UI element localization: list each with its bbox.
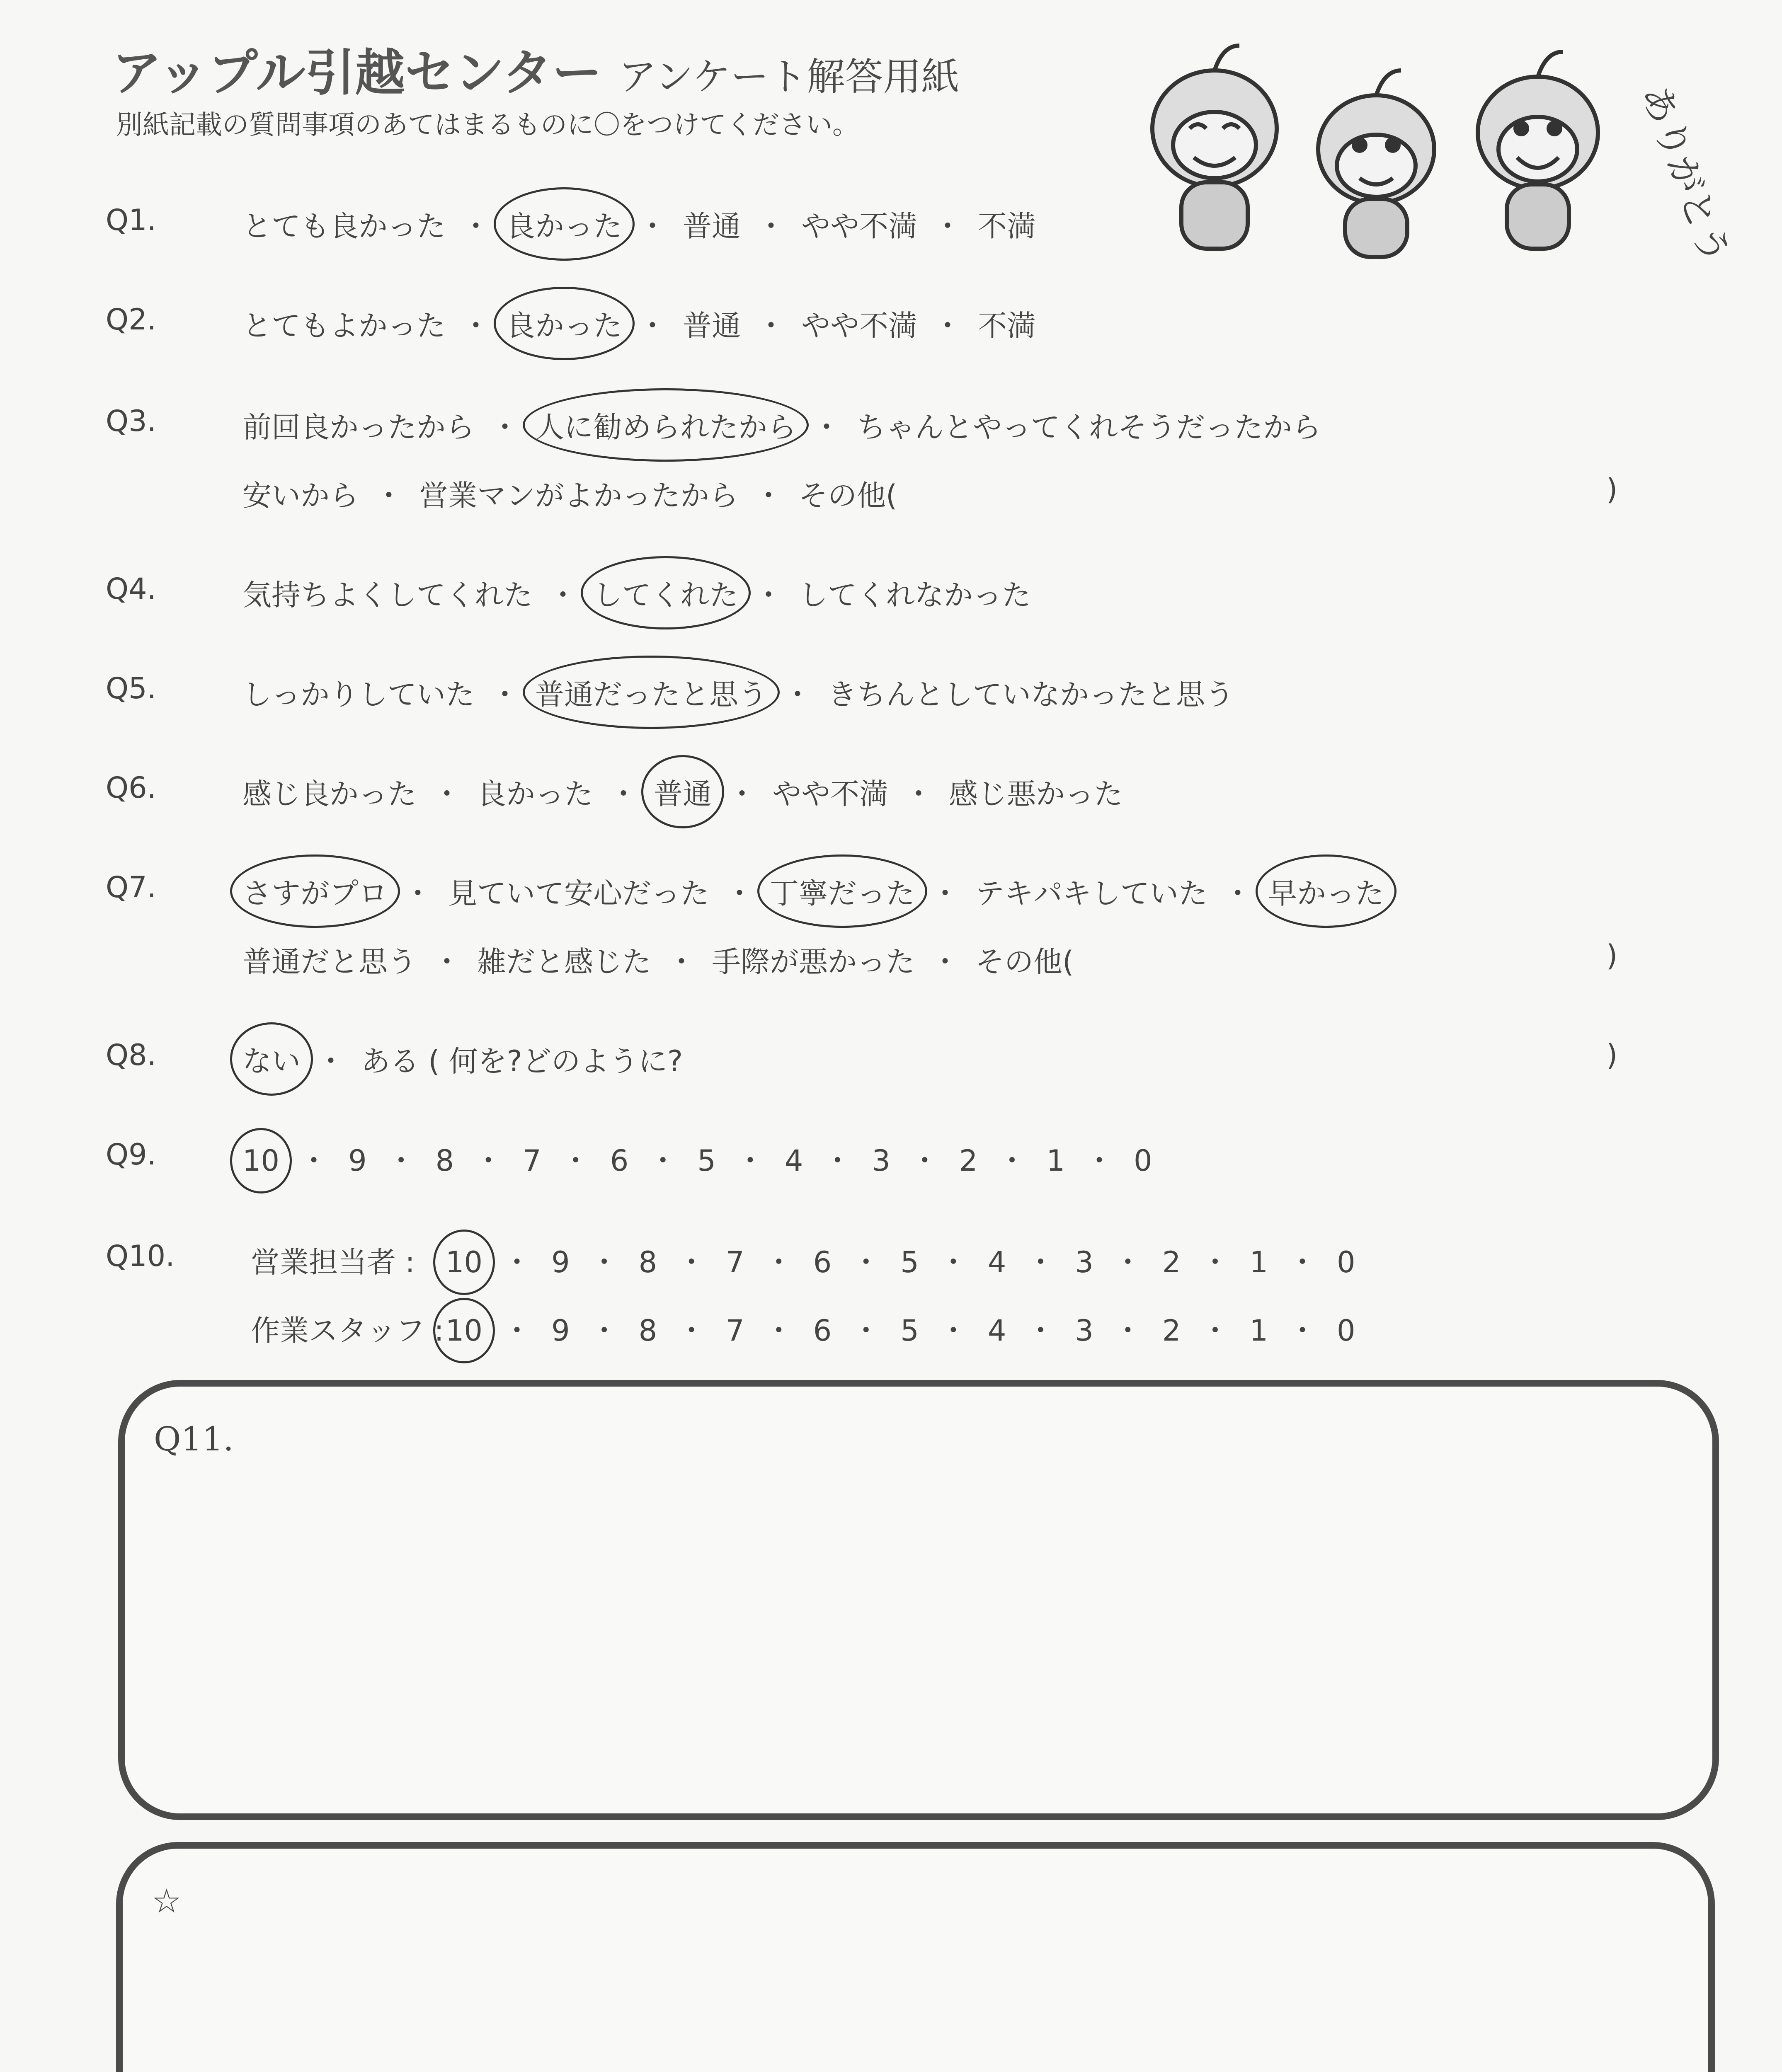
closing-paren: ) xyxy=(1606,939,1618,973)
separator: ・ xyxy=(938,1314,968,1348)
option[interactable]: ある ( 何を?どのように? xyxy=(361,1044,683,1078)
separator: ・ xyxy=(1113,1314,1142,1348)
separator: ・ xyxy=(1026,1314,1055,1348)
option[interactable]: やや不満 xyxy=(801,209,917,243)
rating-option[interactable]: 1 xyxy=(1046,1144,1065,1178)
rating-option[interactable]: 2 xyxy=(1162,1314,1181,1348)
option[interactable]: 感じ悪かった xyxy=(949,777,1123,811)
question-number: Q3. xyxy=(106,404,156,438)
separator: ・ xyxy=(589,1245,619,1279)
rating-option[interactable]: 4 xyxy=(784,1144,803,1178)
work-staff-label: 作業スタッフ : xyxy=(251,1314,444,1348)
rating-option[interactable]: 6 xyxy=(813,1314,832,1348)
rating-option[interactable]: 4 xyxy=(987,1245,1006,1279)
rating-option[interactable]: 8 xyxy=(638,1314,657,1348)
answer-options xyxy=(242,203,1036,245)
option-circled[interactable]: 普通だったと思う xyxy=(535,671,767,713)
option-circled[interactable]: 人に勧められたから xyxy=(535,404,796,446)
separator: ・ xyxy=(1200,1245,1230,1279)
separator: ・ xyxy=(1223,876,1252,910)
monkey-mascot-left xyxy=(1152,46,1277,249)
company-name: アップル引越センター xyxy=(112,44,602,102)
rating-option[interactable]: 7 xyxy=(726,1245,744,1279)
option[interactable]: 見ていて安心だった xyxy=(448,876,709,910)
rating-option[interactable]: 0 xyxy=(1134,1144,1152,1178)
separator: ・ xyxy=(1113,1245,1142,1279)
question-number: Q10. xyxy=(106,1239,175,1273)
rating-scale xyxy=(242,1138,1152,1179)
separator: ・ xyxy=(931,876,960,910)
rating-scale-sales xyxy=(251,1239,1355,1281)
separator: ・ xyxy=(725,876,754,910)
rating-option[interactable]: 3 xyxy=(872,1144,890,1178)
separator: ・ xyxy=(754,578,783,612)
separator: ・ xyxy=(386,1144,416,1178)
rating-option[interactable]: 8 xyxy=(638,1245,657,1279)
answer-options-row2 xyxy=(242,472,897,514)
separator: ・ xyxy=(299,1144,329,1178)
separator: ・ xyxy=(638,209,667,243)
monkey-mascot-middle xyxy=(1318,70,1434,257)
separator: ・ xyxy=(1085,1144,1114,1178)
rating-option[interactable]: 4 xyxy=(987,1314,1006,1348)
separator: ・ xyxy=(502,1245,532,1279)
separator: ・ xyxy=(756,209,786,243)
answer-options-row2 xyxy=(242,939,1074,980)
option[interactable]: ちゃんとやってくれそうだったから xyxy=(857,410,1321,444)
option[interactable]: 不満 xyxy=(978,209,1036,243)
separator: ・ xyxy=(764,1245,793,1279)
option[interactable]: 普通 xyxy=(683,209,741,243)
separator: ・ xyxy=(851,1245,881,1279)
rating-option[interactable]: 7 xyxy=(726,1314,744,1348)
rating-option-circled[interactable]: 10 xyxy=(446,1245,483,1279)
monkey-mascot-right xyxy=(1478,52,1598,249)
separator: ・ xyxy=(727,777,756,811)
separator: ・ xyxy=(638,309,667,343)
separator: ・ xyxy=(561,1144,590,1178)
answer-options xyxy=(242,771,1123,813)
option[interactable]: 営業マンがよかったから xyxy=(419,479,738,513)
rating-option[interactable]: 1 xyxy=(1249,1314,1268,1348)
separator: ・ xyxy=(403,876,432,910)
separator: ・ xyxy=(1200,1314,1230,1348)
option[interactable]: 感じ良かった xyxy=(242,777,417,811)
option[interactable]: 普通だと思う xyxy=(242,945,417,979)
separator: ・ xyxy=(432,777,461,811)
separator: ・ xyxy=(502,1314,532,1348)
option[interactable]: やや不満 xyxy=(772,777,888,811)
q11-comment-box[interactable] xyxy=(118,1380,1719,1820)
separator: ・ xyxy=(812,410,841,444)
option[interactable]: 良かった xyxy=(477,777,593,811)
answer-options xyxy=(242,870,1384,912)
separator: ・ xyxy=(756,309,786,343)
option[interactable]: 雑だと感じた xyxy=(477,945,651,979)
option-circled[interactable]: してくれた xyxy=(593,572,738,614)
answer-options xyxy=(242,572,1031,614)
option-circled[interactable]: 普通 xyxy=(654,771,712,813)
option-circled[interactable]: 丁寧だった xyxy=(770,870,915,912)
separator: ・ xyxy=(1026,1245,1055,1279)
answer-options xyxy=(242,303,1036,344)
separator: ・ xyxy=(548,578,577,612)
separator: ・ xyxy=(374,479,403,513)
rating-option[interactable]: 6 xyxy=(610,1144,629,1178)
separator: ・ xyxy=(316,1044,345,1078)
question-number: Q1. xyxy=(106,203,156,237)
answer-options xyxy=(242,1038,683,1080)
sales-staff-label: 営業担当者 : xyxy=(251,1245,415,1279)
rating-scale-staff xyxy=(251,1307,1355,1349)
separator: ・ xyxy=(931,945,960,979)
page-title xyxy=(112,33,959,104)
rating-option[interactable]: 8 xyxy=(435,1144,454,1178)
option-other[interactable]: その他( xyxy=(975,945,1074,979)
separator: ・ xyxy=(432,945,461,979)
separator: ・ xyxy=(783,678,812,712)
separator: ・ xyxy=(461,209,490,243)
question-number: Q6. xyxy=(106,771,156,805)
form-subtitle: アンケート解答用紙 xyxy=(618,55,960,99)
mascot-illustration xyxy=(1119,33,1738,270)
rating-option[interactable]: 0 xyxy=(1337,1245,1355,1279)
option[interactable]: きちんとしていなかったと思う xyxy=(828,678,1234,712)
rating-option[interactable]: 3 xyxy=(1075,1245,1093,1279)
option-other[interactable]: その他( xyxy=(799,479,897,513)
question-number: Q7. xyxy=(106,870,156,904)
separator: ・ xyxy=(904,777,933,811)
option[interactable]: テキパキしていた xyxy=(975,876,1207,910)
rating-option[interactable]: 9 xyxy=(551,1245,570,1279)
option-circled[interactable]: さすがプロ xyxy=(242,870,388,912)
option[interactable]: 手際が悪かった xyxy=(712,945,915,979)
separator: ・ xyxy=(1288,1314,1317,1348)
separator: ・ xyxy=(823,1144,852,1178)
separator: ・ xyxy=(609,777,638,811)
rating-option[interactable]: 5 xyxy=(900,1245,919,1279)
separator: ・ xyxy=(461,309,490,343)
option[interactable]: しっかりしていた xyxy=(242,678,475,712)
separator: ・ xyxy=(677,1314,706,1348)
separator: ・ xyxy=(490,678,519,712)
rating-option[interactable]: 0 xyxy=(1337,1314,1355,1348)
answer-options xyxy=(242,404,1321,446)
star-label: ☆ xyxy=(152,1882,182,1920)
option[interactable]: 普通 xyxy=(683,309,741,343)
option[interactable]: とても良かった xyxy=(242,209,446,243)
rating-option-circled[interactable]: 10 xyxy=(446,1314,483,1348)
question-number: Q2. xyxy=(106,303,156,336)
separator: ・ xyxy=(764,1314,793,1348)
rating-option[interactable]: 2 xyxy=(959,1144,978,1178)
option[interactable]: とてもよかった xyxy=(242,309,446,343)
separator: ・ xyxy=(851,1314,881,1348)
option-circled[interactable]: 早かった xyxy=(1268,870,1384,912)
separator: ・ xyxy=(938,1245,968,1279)
separator: ・ xyxy=(933,209,962,243)
separator: ・ xyxy=(474,1144,503,1178)
option-circled[interactable]: 良かった xyxy=(506,203,622,245)
q11-label: Q11. xyxy=(154,1420,234,1458)
question-number: Q5. xyxy=(106,671,156,705)
separator: ・ xyxy=(910,1144,939,1178)
star-comment-box[interactable] xyxy=(116,1842,1715,2072)
rating-option[interactable]: 3 xyxy=(1075,1314,1093,1348)
rating-option-circled[interactable]: 10 xyxy=(242,1144,280,1178)
separator: ・ xyxy=(735,1144,765,1178)
closing-paren: ) xyxy=(1606,472,1618,506)
option-circled[interactable]: 良かった xyxy=(506,303,622,344)
separator: ・ xyxy=(933,309,962,343)
option[interactable]: 気持ちよくしてくれた xyxy=(242,578,533,612)
answer-options xyxy=(242,671,1234,713)
rating-option[interactable]: 2 xyxy=(1162,1245,1181,1279)
separator: ・ xyxy=(490,410,519,444)
separator: ・ xyxy=(1288,1245,1317,1279)
rating-option[interactable]: 7 xyxy=(523,1144,541,1178)
rating-option[interactable]: 5 xyxy=(900,1314,919,1348)
closing-paren: ) xyxy=(1606,1038,1618,1072)
rating-option[interactable]: 9 xyxy=(348,1144,367,1178)
separator: ・ xyxy=(589,1314,619,1348)
rating-option[interactable]: 1 xyxy=(1249,1245,1268,1279)
separator: ・ xyxy=(648,1144,678,1178)
separator: ・ xyxy=(667,945,696,979)
separator: ・ xyxy=(754,479,783,513)
mascot-thanks-text: ありがとう xyxy=(1633,79,1738,270)
question-number: Q4. xyxy=(106,572,156,606)
question-number: Q9. xyxy=(106,1138,156,1172)
option[interactable]: 前回良かったから xyxy=(242,410,475,444)
option[interactable]: 不満 xyxy=(978,309,1036,343)
rating-option[interactable]: 9 xyxy=(551,1314,570,1348)
option[interactable]: 安いから xyxy=(242,479,359,513)
separator: ・ xyxy=(677,1245,706,1279)
option[interactable]: してくれなかった xyxy=(799,578,1031,612)
instruction-text: 別紙記載の質問事項のあてはまるものに〇をつけてください。 xyxy=(116,110,859,140)
separator: ・ xyxy=(997,1144,1027,1178)
rating-option[interactable]: 6 xyxy=(813,1245,832,1279)
option[interactable]: やや不満 xyxy=(801,309,917,343)
rating-option[interactable]: 5 xyxy=(697,1144,716,1178)
option-circled[interactable]: ない xyxy=(242,1038,301,1080)
question-number: Q8. xyxy=(106,1038,156,1072)
